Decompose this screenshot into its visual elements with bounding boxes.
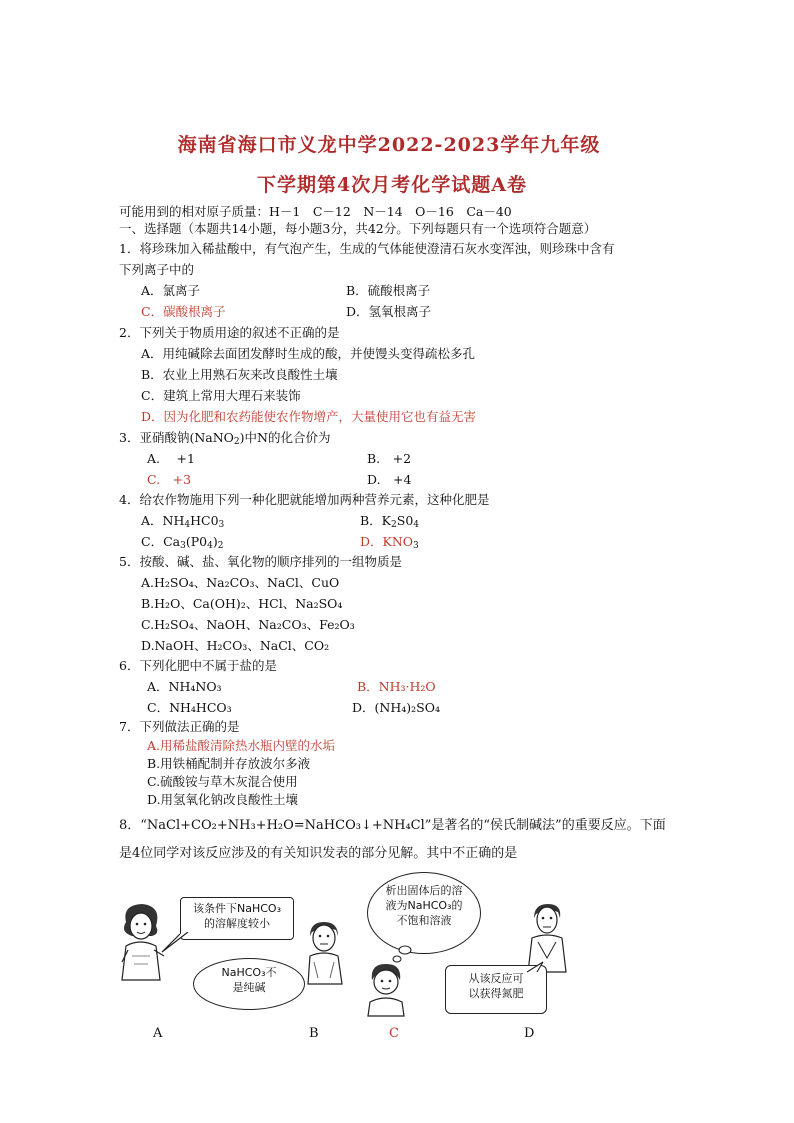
q3-option-d: D. +4: [367, 472, 412, 487]
q1-option-b: B．硫酸根离子: [346, 283, 431, 298]
q2-option-b: B．农业上用熟石灰来改良酸性土壤: [141, 367, 338, 382]
q6-stem: 6．下列化肥中不属于盐的是: [119, 658, 277, 673]
q4-option-a: A．$NH_4HC0_3$: [141, 513, 225, 530]
student-b-figure: [302, 918, 348, 988]
caption-c: C: [389, 1026, 399, 1041]
q1-stem-2: 下列离子中的: [119, 262, 195, 277]
thought-bubble-c-dots: [385, 945, 415, 965]
bubble-d-line-2: 以获得氮肥: [468, 987, 524, 1000]
q6-option-b: B．NH₃·H₂O: [357, 679, 436, 694]
bubble-b-line-1: NaHCO₃不: [221, 966, 277, 979]
q6-option-a: A．NH₄NO₃: [147, 679, 222, 694]
q1-option-a: A．氯离子: [141, 283, 201, 298]
q4-option-b: B．$K_2S0_4$: [360, 513, 420, 530]
bubble-a-line-2: 的溶解度较小: [204, 917, 270, 930]
bubble-c-line-2: 液为NaHCO₃的: [385, 899, 463, 912]
caption-a: A: [153, 1026, 163, 1041]
q4-option-c: C．$Ca_3(P0_4)_2$: [141, 534, 224, 551]
atomic-masses: 可能用到的相对原子质量：H－1 C－12 N－14 O－16 Ca－40: [119, 204, 512, 219]
bubble-d-tail: [525, 960, 545, 974]
bubble-c-line-1: 析出固体后的溶: [385, 884, 463, 897]
bubble-a-tail: [160, 932, 190, 954]
q7-option-a: A.用稀盐酸清除热水瓶内壁的水垢: [147, 738, 336, 753]
q3-stem: 3．亚硝酸钠(NaNO$_2$)中N的化合价为: [119, 430, 331, 447]
q8-stem-2: 是4位同学对该反应涉及的有关知识发表的部分见解。其中不正确的是: [119, 846, 518, 861]
student-c-figure: [364, 960, 410, 1018]
caption-b: B: [309, 1026, 319, 1041]
q2-option-d: D．因为化肥和农药能使农作物增产，大量使用它也有益无害: [141, 409, 477, 424]
q5-option-a: A.H₂SO₄、Na₂CO₃、NaCl、CuO: [141, 575, 340, 590]
q4-stem: 4．给农作物施用下列一种化肥就能增加两种营养元素，这种化肥是: [119, 492, 490, 507]
q5-option-b: B.H₂O、Ca(OH)₂、HCl、Na₂SO₄: [141, 596, 343, 611]
q7-stem: 7．下列做法正确的是: [119, 719, 240, 734]
q5-option-c: C.H₂SO₄、NaOH、Na₂CO₃、Fe₂O₃: [141, 617, 355, 632]
q5-option-d: D.NaOH、H₂CO₃、NaCl、CO₂: [141, 638, 330, 653]
bubble-c-line-3: 不饱和溶液: [396, 914, 452, 927]
q3-option-b: B. +2: [367, 451, 412, 466]
q1-option-d: D．氢氧根离子: [346, 304, 432, 319]
speech-bubble-a: [180, 897, 294, 940]
title-line-2: 下学期第4次月考化学试题A卷: [257, 174, 527, 196]
q1-option-c: C．碳酸根离子: [141, 304, 226, 319]
thought-bubble-c: [367, 872, 481, 954]
q2-option-c: C．建筑上常用大理石来装饰: [141, 388, 301, 403]
q4-option-d: D．$KNO_3$: [360, 534, 419, 551]
q3-option-a: A. +1: [147, 451, 195, 466]
bubble-b-line-2: 是纯碱: [232, 981, 266, 994]
q3-option-c: C. +3: [147, 472, 192, 487]
bubble-d-line-1: 从该反应可: [468, 972, 524, 985]
q7-option-c: C.硫酸铵与草木灰混合使用: [147, 774, 298, 789]
q8-stem-1: 8．“NaCl+CO₂+NH₃+H₂O=NaHCO₃↓+NH₄Cl”是著名的“侯氏制碱法”的重要反应。下面: [119, 818, 666, 833]
q2-stem: 2．下列关于物质用途的叙述不正确的是: [119, 325, 340, 340]
q6-option-c: C．NH₄HCO₃: [147, 700, 232, 715]
q1-stem-1: 1．将珍珠加入稀盐酸中，有气泡产生，生成的气体能使澄清石灰水变浑浊，则珍珠中含有: [119, 241, 615, 256]
q5-stem: 5．按酸、碱、盐、氧化物的顺序排列的一组物质是: [119, 554, 402, 569]
speech-bubble-b: [193, 958, 305, 1010]
bubble-a-line-1: 该条件下NaHCO₃: [193, 902, 281, 915]
title-line-1: 海南省海口市义龙中学2022-2023学年九年级: [177, 134, 601, 156]
q7-option-d: D.用氢氧化钠改良酸性土壤: [147, 792, 299, 807]
q7-option-b: B.用铁桶配制并存放波尔多液: [147, 756, 311, 771]
q6-option-d: D．(NH₄)₂SO₄: [352, 700, 440, 715]
section-1-heading: 一、选择题（本题共14小题，每小题3分，共42分。下列每题只有一个选项符合题意）: [119, 221, 597, 236]
q2-option-a: A．用纯碱除去面团发酵时生成的酸，并使馒头变得疏松多孔: [141, 346, 476, 361]
caption-d: D: [524, 1026, 535, 1041]
